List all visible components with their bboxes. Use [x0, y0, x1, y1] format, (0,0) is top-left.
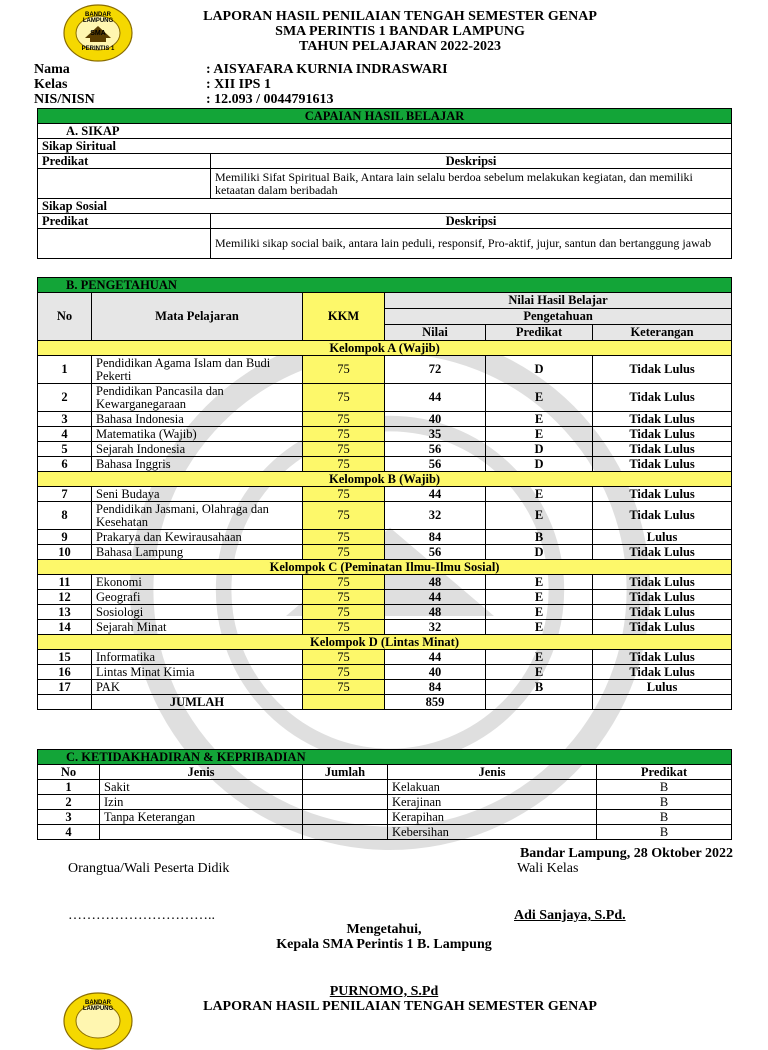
grade-no: 11	[38, 575, 92, 590]
predikat-header-2: Predikat	[38, 214, 211, 229]
grade-no: 6	[38, 457, 92, 472]
name-label: Nama	[34, 62, 70, 77]
grade-kkm: 75	[303, 457, 385, 472]
grade-predikat: E	[486, 487, 593, 502]
nis-value: : 12.093 / 0044791613	[206, 92, 334, 107]
jumlah-row	[38, 695, 732, 710]
k-jenis2: Kebersihan	[388, 825, 597, 840]
k-col-no: No	[38, 765, 100, 780]
grade-predikat: E	[486, 620, 593, 635]
logo-text-bottom: PERINTIS 1	[81, 46, 115, 52]
wali-label: Wali Kelas	[517, 861, 579, 876]
school-name: SMA PERINTIS 1 BANDAR LAMPUNG	[275, 24, 525, 39]
k-jumlah	[303, 795, 388, 810]
k-predikat: B	[597, 825, 732, 840]
grade-row	[38, 680, 732, 695]
grade-row	[38, 665, 732, 680]
col-keterangan: Keterangan	[593, 325, 732, 341]
k-jumlah	[303, 825, 388, 840]
grade-row	[38, 384, 732, 412]
k-col-jenis2: Jenis	[388, 765, 597, 780]
grade-nilai: 56	[385, 545, 486, 560]
grade-mapel: Bahasa Indonesia	[92, 412, 303, 427]
school-year: TAHUN PELAJARAN 2022-2023	[299, 39, 501, 54]
k-jenis: Sakit	[100, 780, 303, 795]
grade-predikat: E	[486, 384, 593, 412]
sosial-title: Sikap Sosial	[38, 199, 732, 214]
grade-predikat: E	[486, 575, 593, 590]
attendance-row	[38, 780, 732, 795]
group-header-row	[38, 472, 732, 487]
grade-row	[38, 545, 732, 560]
grade-keterangan: Tidak Lulus	[593, 665, 732, 680]
grade-kkm: 75	[303, 545, 385, 560]
grade-keterangan: Tidak Lulus	[593, 427, 732, 442]
grade-kkm: 75	[303, 680, 385, 695]
logo-text-mid: SMA	[90, 30, 106, 37]
class-value: : XII IPS 1	[206, 77, 271, 92]
grade-predikat: E	[486, 590, 593, 605]
grade-kkm: 75	[303, 650, 385, 665]
grade-kkm: 75	[303, 442, 385, 457]
grade-predikat: D	[486, 545, 593, 560]
jumlah-kkm	[303, 695, 385, 710]
sikap-table	[37, 108, 732, 259]
grade-mapel: Prakarya dan Kewirausahaan	[92, 530, 303, 545]
grade-mapel: Pendidikan Jasmani, Olahraga dan Kesehatan	[92, 502, 303, 530]
grade-mapel: Geografi	[92, 590, 303, 605]
k-jenis: Tanpa Keterangan	[100, 810, 303, 825]
grade-keterangan: Tidak Lulus	[593, 502, 732, 530]
grade-mapel: Pendidikan Pancasila dan Kewarganegaraan	[92, 384, 303, 412]
col-kkm: KKM	[303, 293, 385, 341]
group-title: Kelompok A (Wajib)	[38, 341, 732, 356]
ketidakhadiran-section-title: C. KETIDAKHADIRAN & KEPRIBADIAN	[38, 750, 732, 765]
grade-kkm: 75	[303, 384, 385, 412]
grade-mapel: Sosiologi	[92, 605, 303, 620]
grade-keterangan: Tidak Lulus	[593, 457, 732, 472]
col-no: No	[38, 293, 92, 341]
k-no: 3	[38, 810, 100, 825]
grade-kkm: 75	[303, 412, 385, 427]
k-jumlah	[303, 780, 388, 795]
grade-kkm: 75	[303, 356, 385, 384]
grade-mapel: Bahasa Inggris	[92, 457, 303, 472]
group-title: Kelompok D (Lintas Minat)	[38, 635, 732, 650]
grade-keterangan: Lulus	[593, 680, 732, 695]
nis-label: NIS/NISN	[34, 92, 95, 107]
grade-no: 10	[38, 545, 92, 560]
grade-mapel: Pendidikan Agama Islam dan Budi Pekerti	[92, 356, 303, 384]
grade-nilai: 44	[385, 590, 486, 605]
grade-kkm: 75	[303, 590, 385, 605]
col-pengetahuan: Pengetahuan	[385, 309, 732, 325]
grade-nilai: 84	[385, 680, 486, 695]
grade-keterangan: Tidak Lulus	[593, 442, 732, 457]
pengetahuan-table	[37, 277, 732, 710]
col-nilai: Nilai	[385, 325, 486, 341]
parent-signature-dots: …………………………..	[68, 908, 215, 923]
logo-text-top: BANDAR LAMPUNG	[82, 12, 114, 24]
grade-row	[38, 605, 732, 620]
group-title: Kelompok B (Wajib)	[38, 472, 732, 487]
spiritual-predikat	[38, 169, 211, 199]
grades-body	[38, 341, 732, 710]
grade-row	[38, 502, 732, 530]
grade-nilai: 44	[385, 487, 486, 502]
grade-row	[38, 487, 732, 502]
k-jenis	[100, 825, 303, 840]
grade-keterangan: Tidak Lulus	[593, 487, 732, 502]
grade-predikat: E	[486, 427, 593, 442]
group-header-row	[38, 635, 732, 650]
grade-keterangan: Tidak Lulus	[593, 412, 732, 427]
jumlah-predikat	[486, 695, 593, 710]
grade-row	[38, 650, 732, 665]
grade-nilai: 32	[385, 620, 486, 635]
jumlah-ket	[593, 695, 732, 710]
grade-predikat: E	[486, 665, 593, 680]
grade-keterangan: Tidak Lulus	[593, 545, 732, 560]
grade-row	[38, 620, 732, 635]
grade-kkm: 75	[303, 620, 385, 635]
grade-mapel: Sejarah Minat	[92, 620, 303, 635]
grade-nilai: 48	[385, 605, 486, 620]
grade-no: 5	[38, 442, 92, 457]
parent-label: Orangtua/Wali Peserta Didik	[68, 861, 230, 876]
sosial-desc: Memiliki sikap social baik, antara lain peduli, responsif, Pro-aktif, jujur, santun dan bertanggung jawab	[211, 229, 732, 259]
report-title-page2: LAPORAN HASIL PENILAIAN TENGAH SEMESTER GENAP	[203, 999, 597, 1014]
deskripsi-header-2: Deskripsi	[211, 214, 732, 229]
grade-keterangan: Tidak Lulus	[593, 590, 732, 605]
grade-mapel: Bahasa Lampung	[92, 545, 303, 560]
k-jenis2: Kerapihan	[388, 810, 597, 825]
grade-predikat: D	[486, 442, 593, 457]
grade-keterangan: Tidak Lulus	[593, 575, 732, 590]
spiritual-title: Sikap Siritual	[38, 139, 732, 154]
grade-nilai: 56	[385, 457, 486, 472]
grade-row	[38, 356, 732, 384]
logo-text-top-page2: BANDAR LAMPUNG	[82, 1000, 114, 1012]
wali-name: Adi Sanjaya, S.Pd.	[514, 908, 626, 923]
grade-keterangan: Tidak Lulus	[593, 356, 732, 384]
grade-nilai: 44	[385, 384, 486, 412]
grade-no: 15	[38, 650, 92, 665]
col-predikat: Predikat	[486, 325, 593, 341]
report-title: LAPORAN HASIL PENILAIAN TENGAH SEMESTER GENAP	[203, 9, 597, 24]
grade-row	[38, 590, 732, 605]
grade-predikat: E	[486, 605, 593, 620]
grade-mapel: Seni Budaya	[92, 487, 303, 502]
grade-row	[38, 530, 732, 545]
grade-no: 1	[38, 356, 92, 384]
k-col-predikat: Predikat	[597, 765, 732, 780]
predikat-header: Predikat	[38, 154, 211, 169]
attendance-row	[38, 810, 732, 825]
grade-keterangan: Tidak Lulus	[593, 620, 732, 635]
grade-keterangan: Tidak Lulus	[593, 605, 732, 620]
mengetahui: Mengetahui,	[346, 922, 422, 937]
grade-no: 14	[38, 620, 92, 635]
grade-mapel: Matematika (Wajib)	[92, 427, 303, 442]
col-mapel: Mata Pelajaran	[92, 293, 303, 341]
k-no: 1	[38, 780, 100, 795]
ketidakhadiran-table	[37, 749, 732, 840]
sikap-section-title: A. SIKAP	[38, 124, 732, 139]
k-predikat: B	[597, 795, 732, 810]
grade-no: 3	[38, 412, 92, 427]
grade-nilai: 84	[385, 530, 486, 545]
k-predikat: B	[597, 780, 732, 795]
name-value: : AISYAFARA KURNIA INDRASWARI	[206, 62, 448, 77]
grade-predikat: B	[486, 680, 593, 695]
deskripsi-header: Deskripsi	[211, 154, 732, 169]
grade-kkm: 75	[303, 605, 385, 620]
spiritual-desc: Memiliki Sifat Spiritual Baik, Antara lain selalu berdoa sebelum melakukan kegiatan, dan memiliki ketaatan dalam beribadah	[211, 169, 732, 199]
capaian-title: CAPAIAN HASIL BELAJAR	[38, 109, 732, 124]
grade-no: 13	[38, 605, 92, 620]
grade-nilai: 48	[385, 575, 486, 590]
grade-row	[38, 427, 732, 442]
attendance-row	[38, 795, 732, 810]
grade-predikat: D	[486, 457, 593, 472]
grade-keterangan: Tidak Lulus	[593, 384, 732, 412]
k-predikat: B	[597, 810, 732, 825]
jumlah-value: 859	[385, 695, 486, 710]
grade-no: 8	[38, 502, 92, 530]
group-header-row	[38, 560, 732, 575]
grade-mapel: PAK	[92, 680, 303, 695]
grade-mapel: Informatika	[92, 650, 303, 665]
grade-predikat: B	[486, 530, 593, 545]
grade-nilai: 44	[385, 650, 486, 665]
grade-no: 16	[38, 665, 92, 680]
grade-row	[38, 442, 732, 457]
grade-kkm: 75	[303, 530, 385, 545]
k-jenis2: Kelakuan	[388, 780, 597, 795]
kepala-name: PURNOMO, S.Pd	[329, 984, 439, 999]
group-header-row	[38, 341, 732, 356]
grade-kkm: 75	[303, 502, 385, 530]
pengetahuan-section-title: B. PENGETAHUAN	[38, 278, 732, 293]
k-col-jumlah: Jumlah	[303, 765, 388, 780]
grade-predikat: D	[486, 356, 593, 384]
k-jumlah	[303, 810, 388, 825]
grade-predikat: E	[486, 650, 593, 665]
k-col-jenis: Jenis	[100, 765, 303, 780]
jumlah-label: JUMLAH	[92, 695, 303, 710]
grade-mapel: Lintas Minat Kimia	[92, 665, 303, 680]
grade-no: 9	[38, 530, 92, 545]
grade-mapel: Sejarah Indonesia	[92, 442, 303, 457]
grade-no: 17	[38, 680, 92, 695]
k-jenis: Izin	[100, 795, 303, 810]
grade-no: 4	[38, 427, 92, 442]
grade-no: 2	[38, 384, 92, 412]
grade-kkm: 75	[303, 665, 385, 680]
grade-kkm: 75	[303, 487, 385, 502]
sosial-predikat	[38, 229, 211, 259]
k-no: 4	[38, 825, 100, 840]
kepala-label: Kepala SMA Perintis 1 B. Lampung	[276, 937, 492, 952]
col-nhb: Nilai Hasil Belajar	[385, 293, 732, 309]
place-date: Bandar Lampung, 28 Oktober 2022	[519, 846, 733, 861]
grade-nilai: 32	[385, 502, 486, 530]
grade-predikat: E	[486, 412, 593, 427]
grade-nilai: 40	[385, 412, 486, 427]
grade-keterangan: Lulus	[593, 530, 732, 545]
k-jenis2: Kerajinan	[388, 795, 597, 810]
grade-no: 12	[38, 590, 92, 605]
grade-kkm: 75	[303, 575, 385, 590]
grade-row	[38, 575, 732, 590]
grade-predikat: E	[486, 502, 593, 530]
grade-nilai: 72	[385, 356, 486, 384]
grade-kkm: 75	[303, 427, 385, 442]
grade-row	[38, 412, 732, 427]
grade-keterangan: Tidak Lulus	[593, 650, 732, 665]
k-no: 2	[38, 795, 100, 810]
grade-nilai: 40	[385, 665, 486, 680]
class-label: Kelas	[34, 77, 68, 92]
jumlah-empty	[38, 695, 92, 710]
grade-nilai: 35	[385, 427, 486, 442]
grade-row	[38, 457, 732, 472]
grade-no: 7	[38, 487, 92, 502]
group-title: Kelompok C (Peminatan Ilmu-Ilmu Sosial)	[38, 560, 732, 575]
grade-nilai: 56	[385, 442, 486, 457]
grade-mapel: Ekonomi	[92, 575, 303, 590]
attendance-row	[38, 825, 732, 840]
k-body	[38, 780, 732, 840]
